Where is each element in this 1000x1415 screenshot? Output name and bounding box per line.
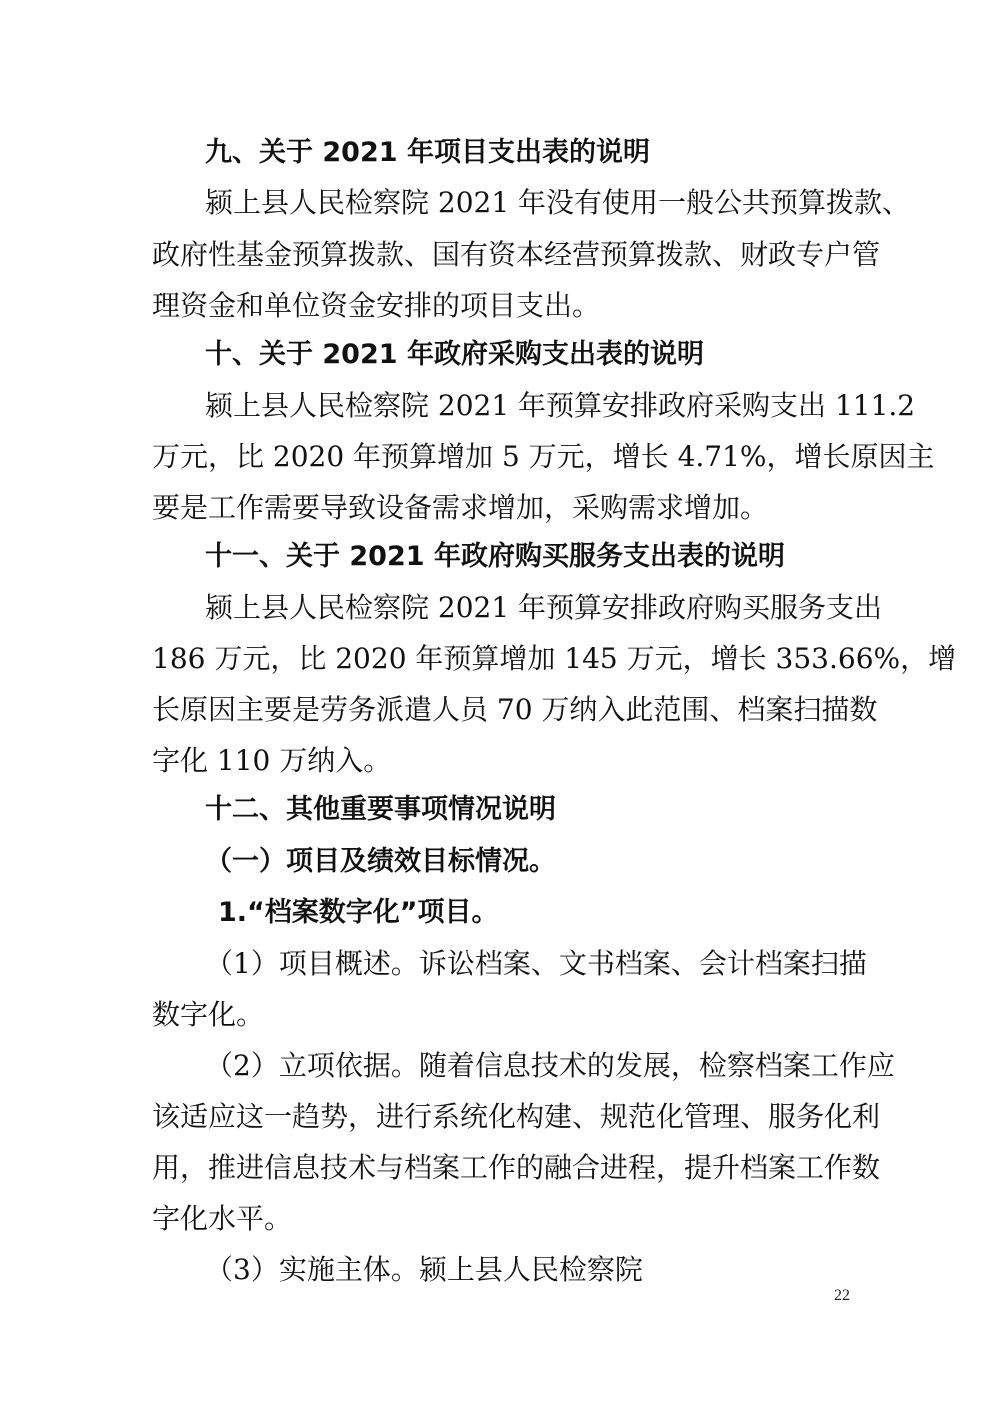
paragraph-line: （3）实施主体。颍上县人民检察院 <box>205 1253 643 1286</box>
paragraph-line: 要是工作需要导致设备需求增加，采购需求增加。 <box>152 491 769 524</box>
paragraph-line: （2）立项依据。随着信息技术的发展，检察档案工作应 <box>205 1049 895 1082</box>
heading-section-11: 十一、关于 2021 年政府购买服务支出表的说明 <box>205 541 785 572</box>
subheading-projects: （一）项目及绩效目标情况。 <box>205 846 556 877</box>
paragraph-line: 颍上县人民检察院 2021 年预算安排政府采购支出 111.2 <box>205 389 916 422</box>
heading-section-10: 十、关于 2021 年政府采购支出表的说明 <box>205 339 704 370</box>
item-heading-archive-digitization: 1.“档案数字化”项目。 <box>218 897 499 928</box>
paragraph-line: （1）项目概述。诉讼档案、文书档案、会计档案扫描 <box>205 947 867 980</box>
paragraph-line: 字化水平。 <box>152 1202 293 1235</box>
paragraph-line: 186 万元，比 2020 年预算增加 145 万元，增长 353.66%，增 <box>152 642 957 675</box>
paragraph-line: 理资金和单位资金安排的项目支出。 <box>152 289 601 322</box>
page-number: 22 <box>834 1287 850 1304</box>
paragraph-line: 长原因主要是劳务派遣人员 70 万纳入此范围、档案扫描数 <box>152 693 878 726</box>
paragraph-line: 用，推进信息技术与档案工作的融合进程，提升档案工作数 <box>152 1151 881 1184</box>
paragraph-line: 颍上县人民检察院 2021 年预算安排政府购买服务支出 <box>205 591 883 624</box>
heading-section-12: 十二、其他重要事项情况说明 <box>205 794 556 825</box>
paragraph-line: 政府性基金预算拨款、国有资本经营预算拨款、财政专户管 <box>152 238 881 271</box>
paragraph-line: 字化 110 万纳入。 <box>152 744 392 777</box>
heading-section-9: 九、关于 2021 年项目支出表的说明 <box>205 137 650 168</box>
paragraph-line: 颍上县人民检察院 2021 年没有使用一般公共预算拨款、 <box>205 186 911 219</box>
paragraph-line: 数字化。 <box>152 998 265 1031</box>
paragraph-line: 万元，比 2020 年预算增加 5 万元，增长 4.71%，增长原因主 <box>152 440 935 473</box>
paragraph-line: 该适应这一趋势，进行系统化构建、规范化管理、服务化利 <box>152 1100 881 1133</box>
